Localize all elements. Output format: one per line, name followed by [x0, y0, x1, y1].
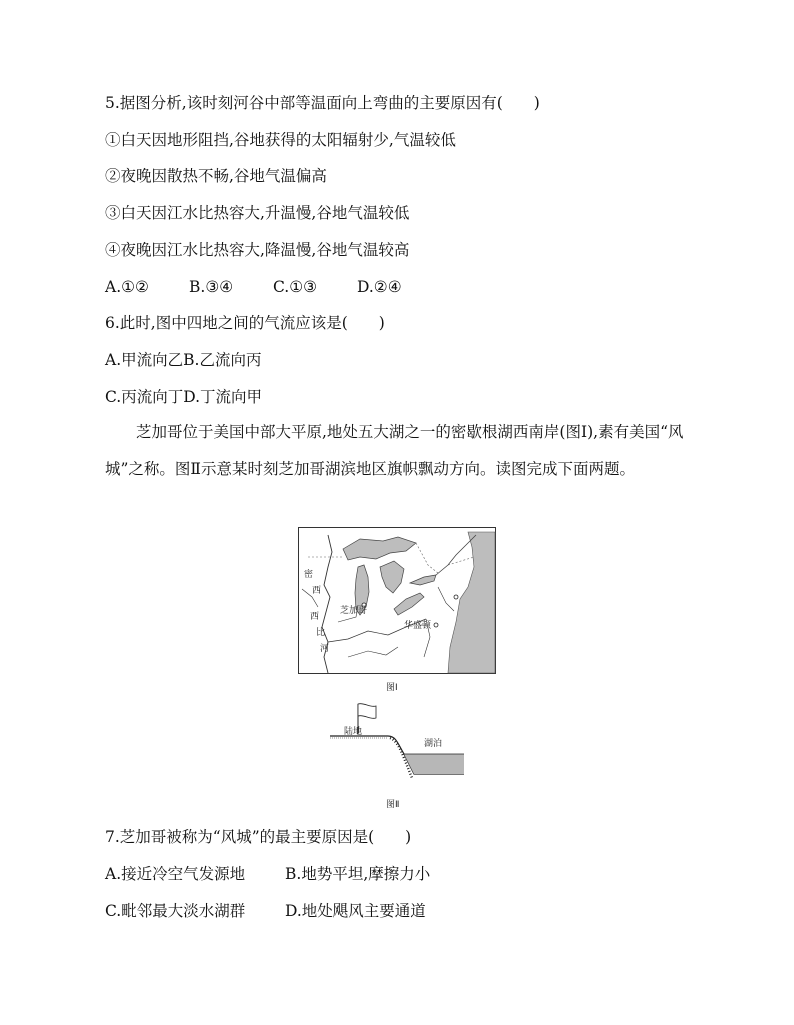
q7-option-c: C.毗邻最大淡水湖群 — [105, 902, 246, 920]
q6-options-line-1: A.甲流向乙B.乙流向丙 — [105, 351, 262, 369]
q7-option-a: A.接近冷空气发源地 — [105, 865, 246, 883]
fig2-label-land: 陆地 — [344, 727, 363, 737]
q5-option-d: D.②④ — [357, 278, 402, 296]
map-label-washington: 华盛顿 — [404, 621, 432, 631]
q7-options-line-1 — [105, 864, 430, 884]
passage: 芝加哥位于美国中部大平原,地处五大湖之一的密歇根湖西南岸(图Ⅰ),素有美国“风城”之称。图Ⅱ示意某时刻芝加哥湖滨地区旗帜飘动方向。读图完成下面两题。 — [105, 423, 684, 478]
figure-2-caption: 图Ⅱ — [386, 800, 400, 810]
q6-options-line-2: C.丙流向丁D.丁流向甲 — [105, 388, 263, 406]
figure-2-diagram — [330, 700, 464, 784]
q5-options — [105, 277, 402, 297]
map-label-mi-4: 比 — [316, 628, 326, 638]
q5-statement-2: ②夜晚因散热不畅,谷地气温偏高 — [105, 167, 327, 185]
map-label-mi-1: 密 — [304, 570, 314, 580]
map-label-chicago: 芝加哥 — [340, 606, 368, 616]
q5-statement-4: ④夜晚因江水比热容大,降温慢,谷地气温较高 — [105, 241, 410, 259]
q5-statement-1: ①白天因地形阻挡,谷地获得的太阳辐射少,气温较低 — [105, 131, 456, 149]
map-label-mi-5: 河 — [320, 644, 330, 654]
fig2-label-lake: 湖泊 — [424, 739, 443, 749]
flag-icon — [358, 704, 376, 719]
q7-options-line-2 — [105, 901, 426, 921]
q7-option-b: B.地势平坦,摩擦力小 — [285, 865, 431, 883]
figure-1-map — [298, 527, 496, 674]
q5-option-c: C.①③ — [273, 278, 318, 296]
map-label-mi-3: 西 — [310, 612, 320, 622]
q6-stem: 6.此时,图中四地之间的气流应该是( ) — [105, 314, 385, 332]
q5-option-a: A.①② — [105, 278, 149, 296]
map-label-mi-2: 西 — [312, 586, 322, 596]
washington-marker — [434, 623, 438, 627]
figure-1-caption: 图Ⅰ — [386, 683, 398, 693]
q7-option-d: D.地处飓风主要通道 — [285, 902, 426, 920]
q5-stem: 5.据图分析,该时刻河谷中部等温面向上弯曲的主要原因有( ) — [105, 94, 540, 112]
q7-stem: 7.芝加哥被称为“风城”的最主要原因是( ) — [105, 828, 412, 846]
q5-statement-3: ③白天因江水比热容大,升温慢,谷地气温较低 — [105, 204, 410, 222]
q5-option-b: B.③④ — [189, 278, 234, 296]
